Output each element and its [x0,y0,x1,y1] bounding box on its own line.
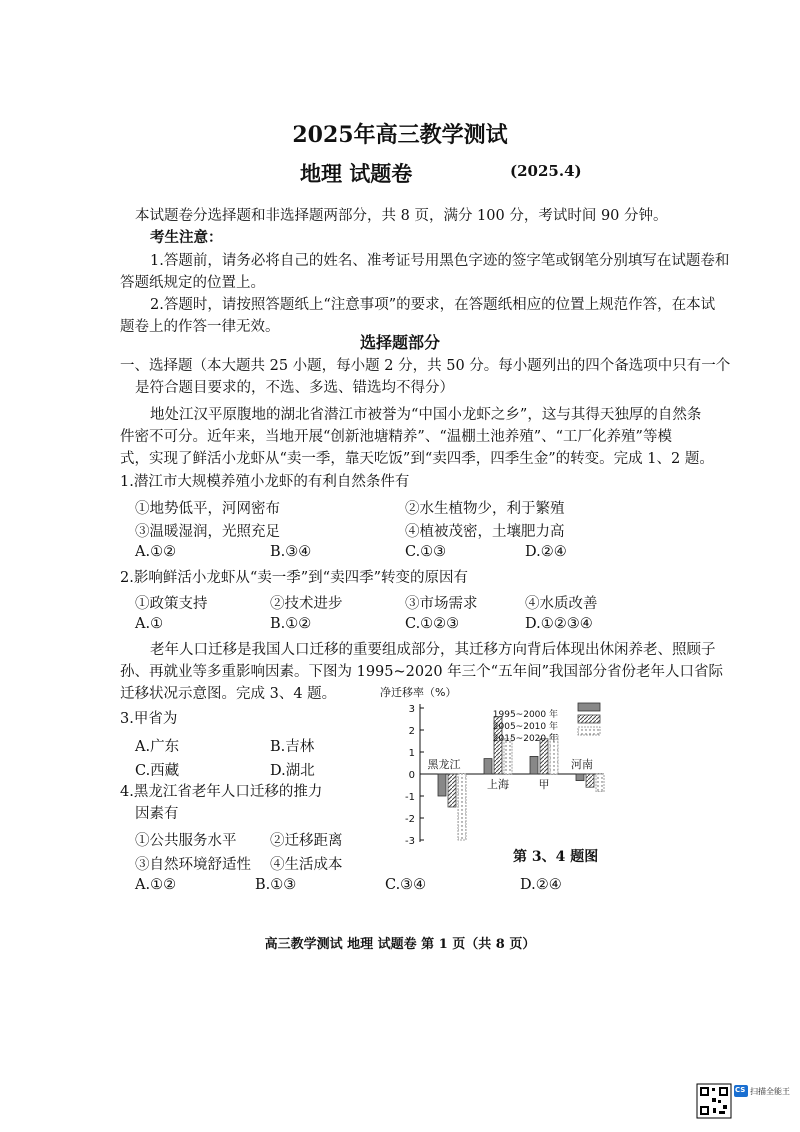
q4-stem-2: 因素有 [135,806,179,822]
q3-option-b[interactable]: B.吉林 [270,739,315,755]
chart-legend-swatch [578,715,600,723]
notice-title: 考生注意： [150,229,223,246]
q2-statement-4: ④水质改善 [525,596,598,612]
q1-option-a[interactable]: A.①② [135,544,177,560]
chart-bar [596,774,604,792]
chart-y-tick-label: 3 [408,704,415,715]
q1-statement-1: ①地势低平，河网密布 [135,501,280,517]
chart-category-label: 甲 [538,778,550,791]
q2-stem: 2.影响鲜活小龙虾从“卖一季”到“卖四季”转变的原因有 [120,570,468,586]
note-1b: 答题纸规定的位置上。 [120,275,265,291]
chart-legend-label: 1995~2000 年 [492,710,558,720]
chart-category-label: 上海 [487,778,509,791]
passage2-line2: 孙、再就业等多重影响因素。下图为 1995~2020 年三个“五年间”我国部分省份老年人口省际 [120,664,723,680]
q4-statement-4: ④生活成本 [270,857,343,873]
q2-option-a[interactable]: A.① [135,616,164,632]
q2-option-b[interactable]: B.①② [270,616,312,632]
q4-option-a[interactable]: A.①② [135,877,177,893]
figure-caption: 第 3、4 题图 [513,849,599,865]
q4-option-d[interactable]: D.②④ [520,877,562,893]
passage1-line3: 式，实现了鲜活小龙虾从“卖一季，靠天吃饭”到“卖四季，四季生金”的转变。完成 1、2 题。 [120,451,714,467]
chart-bar [586,774,594,787]
q2-option-d[interactable]: D.①②③④ [525,616,593,632]
q3-stem: 3.甲省为 [120,711,178,727]
chart-legend-label: 2005~2010 年 [492,722,558,732]
note-2b: 题卷上的作答一律无效。 [120,319,280,335]
migration-bar-chart [372,684,612,864]
section-head-a: 一、选择题（本大题共 25 小题，每小题 2 分，共 50 分。每小题列出的四个备选项中只有一个 [120,358,731,374]
q4-option-c[interactable]: C.③④ [385,877,427,893]
q4-statement-3: ③自然环境舒适性 [135,857,251,873]
q1-statement-3: ③温暖湿润，光照充足 [135,524,280,540]
chart-bar [530,756,538,774]
exam-subtitle: 地理 试题卷 [300,161,413,186]
q2-statement-2: ②技术进步 [270,596,343,612]
chart-y-tick-label: -1 [405,792,415,803]
chart-bar [576,774,584,781]
chart-bar [504,739,512,774]
q1-stem: 1.潜江市大规模养殖小龙虾的有利自然条件有 [120,474,410,490]
q3-option-a[interactable]: A.广东 [135,739,180,755]
scanner-badge: CS [735,1086,746,1094]
passage1-line1: 地处江汉平原腹地的湖北省潜江市被誉为“中国小龙虾之乡”，这与其得天独厚的自然条 [150,407,702,423]
chart-y-axis-label: 净迁移率（%） [380,686,457,699]
chart-bar [484,759,492,774]
q2-statement-3: ③市场需求 [405,596,478,612]
exam-title: 2025年高三教学测试 [292,122,508,148]
q4-option-b[interactable]: B.①③ [255,877,297,893]
scanner-app-name: 扫描全能王 [750,1087,790,1096]
chart-y-tick-label: 1 [408,748,415,759]
chart-bar [448,774,456,807]
q1-statement-4: ④植被茂密，土壤肥力高 [405,524,565,540]
chart-legend-label: 2015~2020 年 [492,734,558,744]
chart-y-tick-label: 2 [408,726,415,737]
q3-option-c[interactable]: C.西藏 [135,763,180,779]
q1-option-d[interactable]: D.②④ [525,544,567,560]
q1-statement-2: ②水生植物少，利于繁殖 [405,501,565,517]
note-1a: 1.答题前，请务必将自己的姓名、准考证号用黑色字迹的签字笔或钢笔分别填写在试题卷和 [150,253,730,269]
chart-y-tick-label: -2 [405,814,415,825]
q3-option-d[interactable]: D.湖北 [270,763,315,779]
chart-legend-swatch [578,703,600,711]
chart-bar [438,774,446,796]
q1-option-c[interactable]: C.①③ [405,544,447,560]
intro-line: 本试题卷分选择题和非选择题两部分，共 8 页，满分 100 分，考试时间 90 分钟。 [135,208,668,224]
q4-stem-1: 4.黑龙江省老年人口迁移的推力 [120,784,323,800]
section-head-b: 是符合题目要求的，不选、多选、错选均不得分） [135,380,454,396]
chart-category-label: 黑龙江 [427,758,461,771]
chart-category-label: 河南 [571,758,593,771]
chart-y-tick-label: -3 [405,836,415,847]
q1-option-b[interactable]: B.③④ [270,544,312,560]
chart-bar [458,774,466,840]
page-footer: 高三教学测试 地理 试题卷 第 1 页（共 8 页） [264,937,536,952]
passage1-line2: 件密不可分。近年来，当地开展“创新池塘精养”、“温棚土池养殖”、“工厂化养殖”等模 [120,429,672,445]
passage2-line1: 老年人口迁移是我国人口迁移的重要组成部分，其迁移方向背后体现出休闲养老、照顾子 [150,642,716,658]
q2-statement-1: ①政策支持 [135,596,208,612]
q4-statement-2: ②迁移距离 [270,833,343,849]
q2-option-c[interactable]: C.①②③ [405,616,460,632]
chart-legend-swatch [578,727,600,735]
chart-bar [540,739,548,774]
passage2-line3: 迁移状况示意图。完成 3、4 题。 [120,686,337,702]
exam-date: (2025.4) [510,162,582,180]
section-title: 选择题部分 [359,333,440,352]
note-2a: 2.答题时，请按照答题纸上“注意事项”的要求，在答题纸相应的位置上规范作答，在本试 [150,297,716,313]
q4-statement-1: ①公共服务水平 [135,833,237,849]
scanner-watermark [696,1083,790,1123]
chart-y-tick-label: 0 [408,770,415,781]
